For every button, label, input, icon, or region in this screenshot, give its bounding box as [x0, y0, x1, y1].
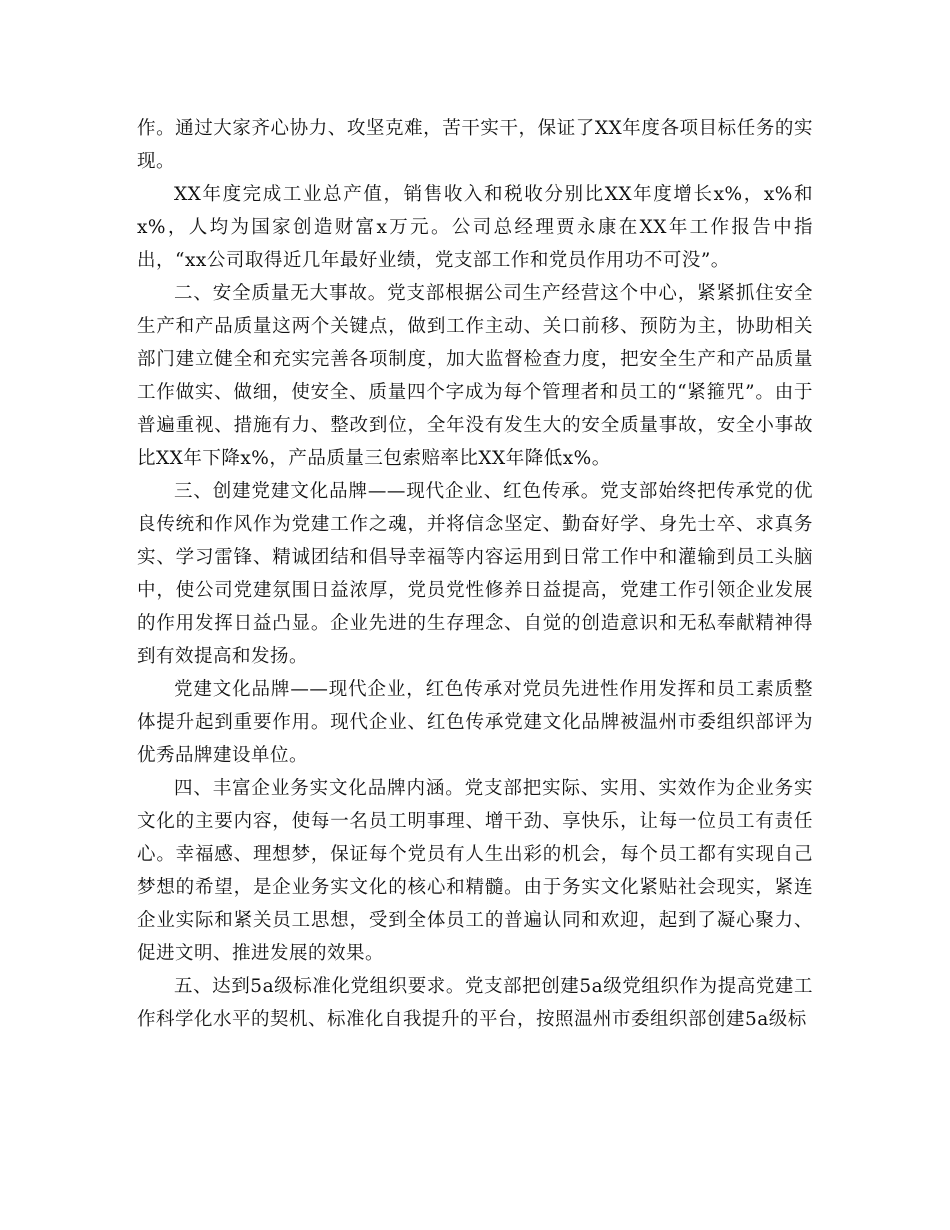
paragraph-6: 四、丰富企业务实文化品牌内涵。党支部把实际、实用、实效作为企业务实文化的主要内容，使每一名员工明事理、增干劲、享快乐，让每一位员工有责任心。幸福感、理想梦，保证每个党员有人生出彩的机会，每个员工都有实现自己梦想的希望，是企业务实文化的核心和精髓。由于务实文化紧贴社会现实，紧连企业实际和紧关员工思想，受到全体员工的普遍认同和欢迎，起到了凝心聚力、促进文明、推进发展的效果。 — [137, 778, 813, 964]
paragraph-1: 作。通过大家齐心协力、攻坚克难，苦干实干，保证了XX年度各项目标任务的实现。 — [137, 118, 813, 172]
paragraph-4: 三、创建党建文化品牌——现代企业、红色传承。党支部始终把传承党的优良传统和作风作为党建工作之魂，并将信念坚定、勤奋好学、身先士卒、求真务实、学习雷锋、精诚团结和倡导幸福等内容运用到日常工作中和灌输到员工头脑中，使公司党建氛围日益浓厚，党员党性修养日益提高，党建工作引领企业发展的作用发挥日益凸显。企业先进的生存理念、自觉的创造意识和无私奉献精神得到有效提高和发扬。 — [137, 481, 813, 667]
document-body — [137, 112, 813, 1036]
paragraph-5: 党建文化品牌——现代企业，红色传承对党员先进性作用发挥和员工素质整体提升起到重要作用。现代企业、红色传承党建文化品牌被温州市委组织部评为优秀品牌建设单位。 — [137, 679, 813, 766]
paragraph-2: XX年度完成工业总产值，销售收入和税收分别比XX年度增长x%，x%和x%，人均为国家创造财富x万元。公司总经理贾永康在XX年工作报告中指出，“xx公司取得近几年最好业绩，党支部工作和党员作用功不可没”。 — [137, 184, 813, 271]
paragraph-7: 五、达到5a级标准化党组织要求。党支部把创建5a级党组织作为提高党建工作科学化水平的契机、标准化自我提升的平台，按照温州市委组织部创建5a级标 — [137, 976, 813, 1030]
paragraph-3: 二、安全质量无大事故。党支部根据公司生产经营这个中心，紧紧抓住安全生产和产品质量这两个关键点，做到工作主动、关口前移、预防为主，协助相关部门建立健全和充实完善各项制度，加大监督检查力度，把安全生产和产品质量工作做实、做细，使安全、质量四个字成为每个管理者和员工的“紧箍咒”。由于普遍重视、措施有力、整改到位，全年没有发生大的安全质量事故，安全小事故比XX年下降x%，产品质量三包索赔率比XX年降低x%。 — [137, 283, 813, 469]
